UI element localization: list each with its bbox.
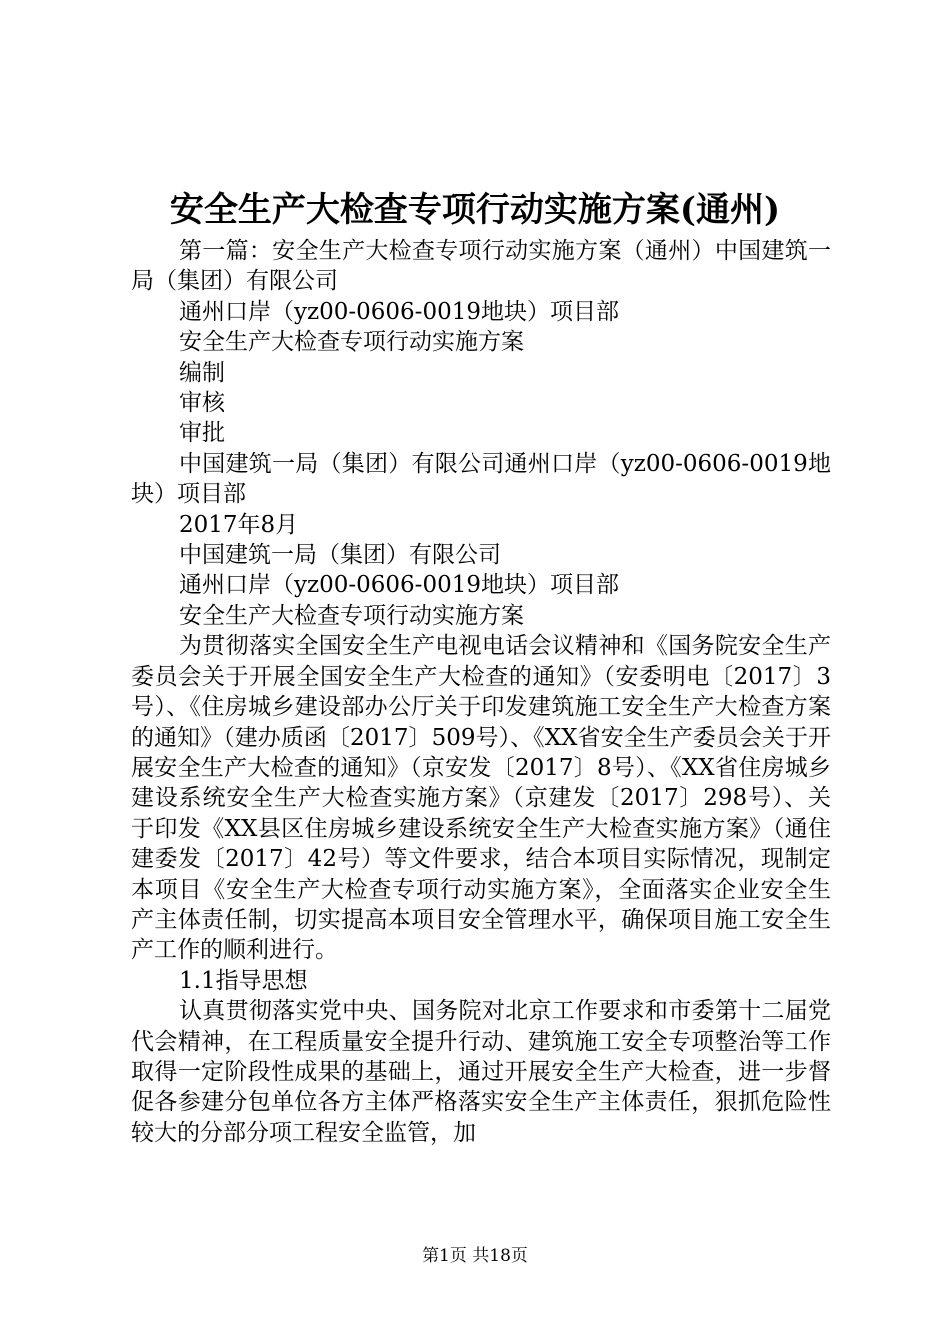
document-title: 安全生产大检查专项行动实施方案(通州) (169, 190, 781, 230)
paragraph-reviewed: 审核 (179, 390, 225, 417)
paragraph-company: 中国建筑一局（集团）有限公司 (179, 542, 501, 569)
paragraph-project-dept: 通州口岸（yz00-0606-0019地块）项目部 (179, 298, 619, 325)
paragraph-approved: 审批 (179, 420, 225, 447)
paragraph-compiled: 编制 (179, 359, 225, 386)
paragraph-purpose: 为贯彻落实全国安全生产电视电话会议精神和《国务院安全生产委员会关于开展全国安全生产大检查的通知》（安委明电〔2017〕3号）、《住房城乡建设部办公厅关于印发建筑施工安全生产大检查方案的通知》（建办质函〔2017〕509号）、《XX省安全生产委员会关于开展安全生产大检查的通知》（京安发〔2017〕8号）、《XX省住房城乡建设系统安全生产大检查实施方案》（京建发〔2017〕298号）、关于印发《XX县区住房城乡建设系统安全生产大检查实施方案》（通住建委发〔2017〕42号）等文件要求，结合本项目实际情况，现制定本项目《安全生产大检查专项行动实施方案》，全面落实企业安全生产主体责任制，切实提高本项目安全管理水平，确保项目施工安全生产工作的顺利进行。 (131, 633, 831, 964)
paragraph-guiding-thought: 认真贯彻落实党中央、国务院对北京工作要求和市委第十二届党代会精神，在工程质量安全提升行动、建筑施工安全专项整治等工作取得一定阶段性成果的基础上，通过开展安全生产大检查，进一步督促各参建分包单位各方主体严格落实安全生产主体责任，狠抓危险性较大的分部分项工程安全监管，加 (131, 998, 831, 1146)
paragraph-date: 2017年8月 (179, 511, 299, 538)
page-footer: 第1页 共18页 (422, 1246, 528, 1266)
paragraph-intro: 第一篇：安全生产大检查专项行动实施方案（通州）中国建筑一局（集团）有限公司 (131, 238, 831, 295)
paragraph-company-dept: 中国建筑一局（集团）有限公司通州口岸（yz00-0606-0019地块）项目部 (131, 450, 831, 508)
paragraph-project-dept-2: 通州口岸（yz00-0606-0019地块）项目部 (179, 572, 619, 599)
paragraph-plan-name-2: 安全生产大检查专项行动实施方案 (179, 602, 524, 629)
section-heading-1-1: 1.1指导思想 (179, 967, 308, 994)
document-body (131, 236, 831, 1148)
paragraph-plan-name: 安全生产大检查专项行动实施方案 (179, 329, 524, 356)
